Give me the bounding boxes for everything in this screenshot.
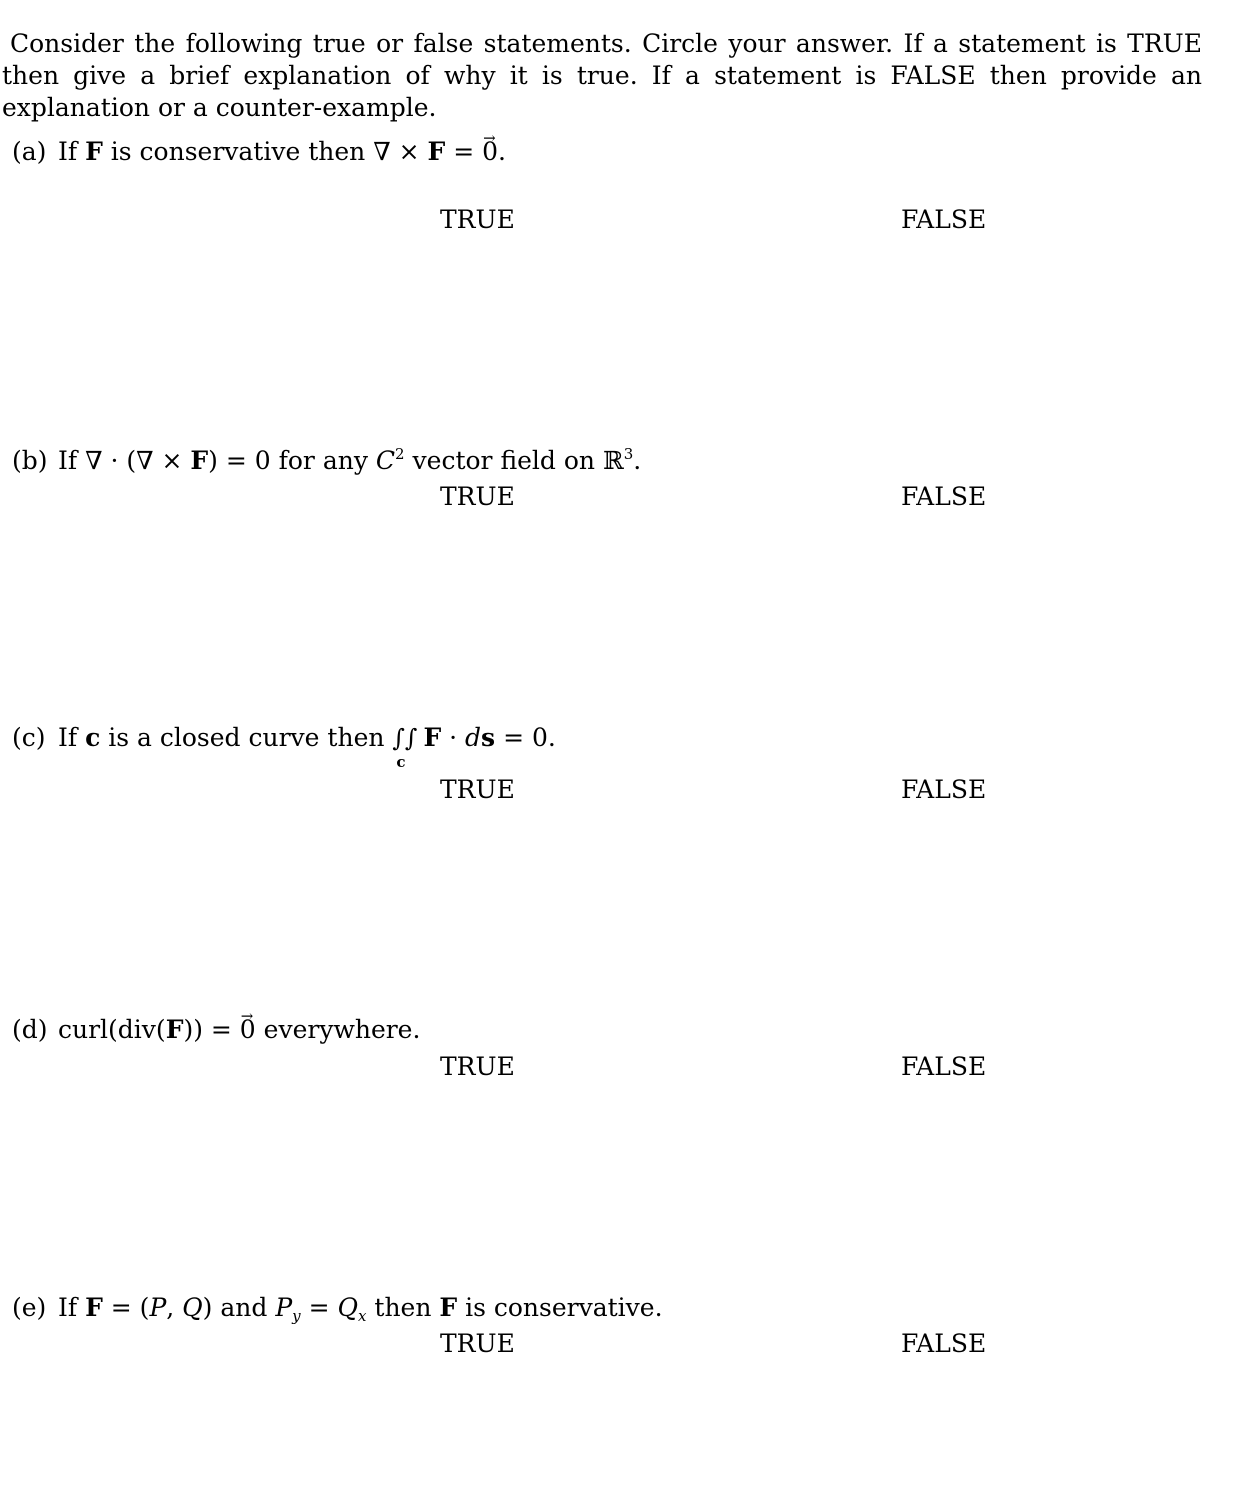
text: . — [633, 446, 642, 475]
false-option-e[interactable]: FALSE — [901, 1329, 987, 1358]
text: is conservative. — [457, 1293, 663, 1322]
question-c — [12, 722, 556, 771]
curve-symbol: c — [85, 723, 101, 752]
instructions-text: Consider the following true or false statements. Circle your answer. If a statement is TRUE then give a brief explanation of why it is true. If a statement is FALSE then provide an explanation or a counter-example. — [2, 29, 1202, 122]
vector-field-symbol: F — [423, 723, 442, 752]
zero-vector: 0 → — [240, 1014, 256, 1046]
question-label: (b) — [12, 446, 48, 475]
false-option-b[interactable]: FALSE — [901, 482, 987, 511]
text: If ∇ · (∇ × — [58, 446, 191, 475]
text: vector field on ℝ — [404, 446, 624, 475]
text: ) = 0 for any — [208, 446, 376, 475]
text: , — [166, 1293, 183, 1322]
instructions — [2, 28, 1202, 124]
component-p: P — [275, 1293, 293, 1322]
integral-sign: ∫∫ — [392, 724, 418, 752]
false-option-d[interactable]: FALSE — [901, 1052, 987, 1081]
component-q: Q — [182, 1293, 203, 1322]
subscript: y — [292, 1307, 301, 1325]
true-option-a[interactable]: TRUE — [440, 205, 515, 234]
differential: d — [465, 723, 482, 752]
text: ) and — [202, 1293, 276, 1322]
vector-field-symbol: F — [439, 1293, 458, 1322]
text: If — [58, 723, 86, 752]
text: If — [58, 137, 86, 166]
component-q: Q — [337, 1293, 358, 1322]
text: = — [300, 1293, 338, 1322]
question-label: (e) — [12, 1293, 47, 1322]
text: = — [445, 137, 483, 166]
question-b — [12, 445, 641, 477]
text: If — [58, 1293, 86, 1322]
superscript: 3 — [623, 445, 634, 463]
integral-subscript: c — [396, 753, 406, 771]
vector-field-symbol: F — [190, 446, 209, 475]
question-label: (a) — [12, 137, 47, 166]
text: · — [441, 723, 466, 752]
false-option-a[interactable]: FALSE — [901, 205, 987, 234]
question-a — [12, 136, 506, 168]
vector-field-symbol: F — [165, 1015, 184, 1044]
vector-field-symbol: F — [85, 137, 103, 166]
text: = 0. — [495, 723, 556, 752]
question-label: (d) — [12, 1015, 48, 1044]
component-p: P — [149, 1293, 167, 1322]
text: is conservative then ∇ × — [102, 137, 428, 166]
smoothness-class: C — [375, 446, 396, 475]
text: )) = — [183, 1015, 240, 1044]
true-option-c[interactable]: TRUE — [440, 775, 515, 804]
zero-vector: 0 → — [482, 136, 498, 168]
text: curl(div( — [58, 1015, 166, 1044]
text: . — [498, 137, 506, 166]
true-option-b[interactable]: TRUE — [440, 482, 515, 511]
text: then — [366, 1293, 440, 1322]
true-option-e[interactable]: TRUE — [440, 1329, 515, 1358]
vector-field-symbol: F — [85, 1293, 103, 1322]
double-integral — [392, 722, 418, 771]
subscript: x — [357, 1307, 367, 1325]
superscript: 2 — [395, 445, 405, 463]
false-option-c[interactable]: FALSE — [901, 775, 987, 804]
question-d — [12, 1014, 420, 1046]
differential-vector: s — [481, 723, 496, 752]
question-e — [12, 1292, 663, 1324]
text: everywhere. — [255, 1015, 421, 1044]
vector-field-symbol: F — [427, 137, 446, 166]
question-label: (c) — [12, 723, 46, 752]
text: is a closed curve then — [100, 723, 393, 752]
text: = ( — [102, 1293, 150, 1322]
true-option-d[interactable]: TRUE — [440, 1052, 515, 1081]
